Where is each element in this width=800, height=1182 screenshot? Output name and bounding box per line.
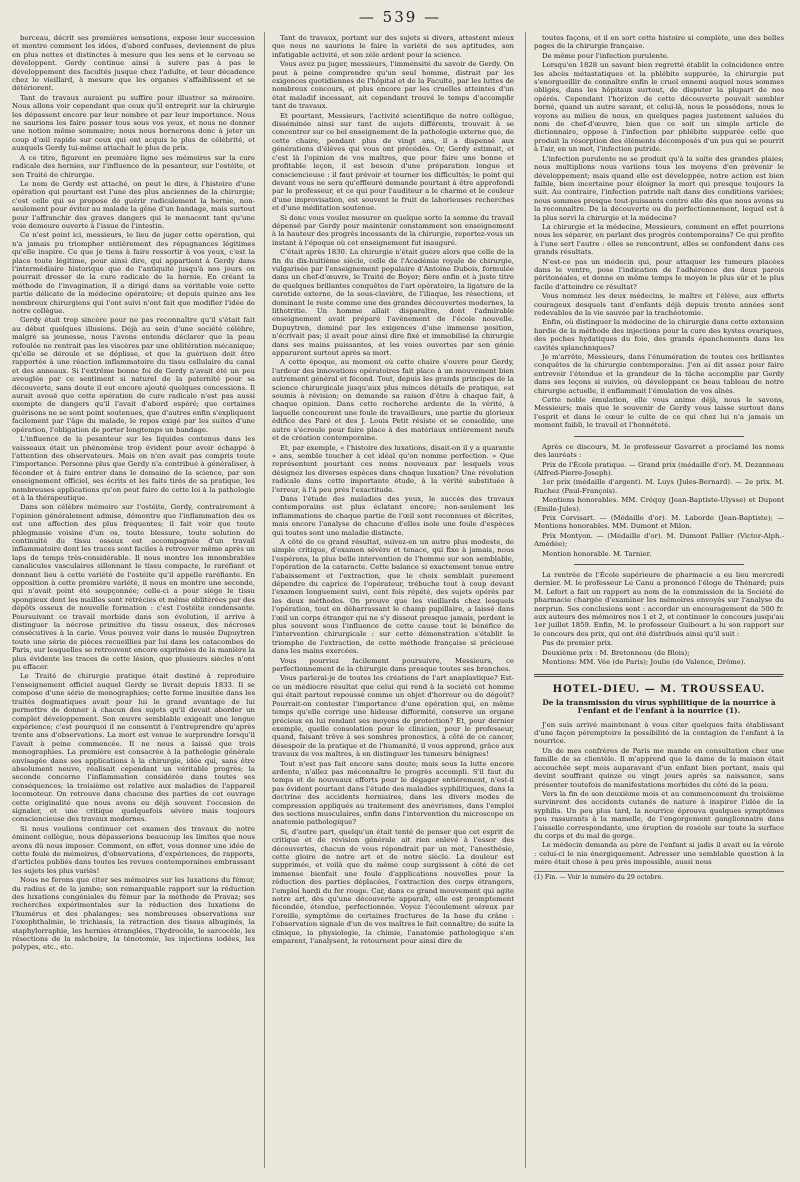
paragraph: Vers la fin de son deuxième mois et au commencement du troisième survinrent des accidents cutanés de nature à inspirer l'idée de la syphilis. Un peu plus tard, la nourrice éprouva quelques symptômes peu rassurants à la mamelle, de l'engorgement ganglionnaire dans l'aisselle correspondante, une éruption de roséole sur toute la surface du corps et du mal de gorge. <box>534 789 784 840</box>
paragraph: N'est-ce pas un médecin qui, pour attaquer les tumeurs placées dans le ventre, pose l'indication de l'adhérence des deux parois péritonéales, et donne en même temps le moyen le plus sûr et le plus facile d'atteindre ce résultat? <box>534 257 784 291</box>
prize-list <box>534 461 784 558</box>
paragraph: De même pour l'infection purulente. <box>542 51 670 60</box>
paragraph: Vous nommez les deux médecins, le maître et l'élève, aux efforts courageux desquels tant d'enfants déjà depuis trente années sont redevables de la vie sauvée par la trachéotomie. <box>534 292 784 317</box>
paragraph: Un de mes confrères de Paris me mande en consultation chez une famille de sa clientèle. Il m'apprend que la dame de la maison était accouchée sept mois auparavant d'un enfant bien portant, mais qui devint souffrant quinze ou vingt jours après sa naissance, sans présenter toutefois de manifestations morbides du côté de la peau. <box>534 746 784 789</box>
paragraph: Le nom de Gerdy est attaché, on peut le dire, à l'histoire d'une opération qui pourtant est l'une des plus anciennes de la chirurgie; c'est celle qui se propose de guérir radicalement la hernie, non-seulement pour éviter au malade la gêne d'un bandage, mais surtout pour l'affranchir des graves dangers qui le menacent tant qu'une voie demeure ouverte à l'issue de l'intestin. <box>12 179 255 230</box>
paragraph: Je m'arrête, Messieurs, dans l'énumération de toutes ces brillantes conquêtes de la chirurgie contemporaine. J'en ai dit assez pour faire entrevoir l'étendue et la grandeur de la tâche accomplie par Gerdy dans ses leçons si suivies, où développant ce beau tableau de notre chirurgie actuelle, il enflammait l'émulation de vos aînés. <box>534 353 784 395</box>
footnote: (1) Fin. — Voir le numéro du 29 octobre. <box>534 871 784 882</box>
paragraph: L'influence de la pesanteur sur les liquides contenus dans les vaisseaux était un phénomène trop évident pour avoir échappé à l'attention des observateurs. Mais on n'en avait pas compris toute l'importance. Personne plus que Gerdy n'a contribué à généraliser, à féconder et à faire entrer dans le domaine de la science, par son enseignement officiel, ses écrits et les faits tirés de sa pratique, les nombreuses applications qu'on peut faire de cette loi à la pathologie et à la thérapeutique. <box>12 435 255 502</box>
paragraph: La chirurgie et la médecine, Messieurs, comment en effet pourrions nous les séparer, en parlant des progrès contemporains? Ce qui profite à l'une sert l'autre : elles se rencontrent, elles se confondent dans ces grands résultats. <box>534 222 784 257</box>
pharmacy-school-report <box>534 571 784 666</box>
paragraph: 1er prix (médaille d'argent). M. Luys (Jules-Bernard). — 2e prix. M. Ruchez (Paul-François). <box>534 478 784 495</box>
paragraph: Enfin, où distinguer la médecine de la chirurgie dans cette extension hardie de la méthode des injections pour la cure des kystes ovariques, des poches hydatiques du foie, des grands épanchements dans les cavités splanchniques? <box>534 318 784 352</box>
paragraph: A côté de ce grand résultat, suivez-en un autre plus modeste, de simple critique, d'examen sévère et tenace, qui fixe à jamais, nous l'espérons, la plus belle intervention de l'homme sur son semblable, l'opération de la cataracte. Cette balance si exactement tenue entre l'abaissement et l'extraction, que le choix semblait purement dépendre du caprice de l'opérateur, trébuche tout à coup devant l'examen longuement suivi, cent fois répété, des sujets opérés par les deux méthodes. On prouve que les vieillards chez lesquels l'opération, tout en débarrassant le champ pupillaire, a laissé dans l'œil un corps étranger qui ne s'y dissout presque jamais, perdent le plus souvent sous l'influence de cette cause tout le bénéfice de l'intervention chirurgicale : sur cette démonstration s'établit le triomphe de l'extraction, de cette méthode française si précieuse dans les mains exercées. <box>272 537 514 656</box>
column-middle <box>272 34 514 1166</box>
paragraph: Dans son célèbre mémoire sur l'ostéite, Gerdy, contrairement à l'opinion généralement admise, démontre que l'inflammation des os est une affection des plus fréquentes; il fait voir que toute phlegmasie voisine d'un os, toute blessure, toute solution de continuité du tissu osseux est accompagnée d'un travail inflammatoire dont les traces sont faciles à retrouver même après un laps de temps très-considérable. Il nous montre les innombrables canalicules vasculaires sillonnant le tissu compacte, le raréfiant et donnant lieu à cette variété de l'ostéite qu'il appelle raréfiante. En opposition à cette première variété, il nous en montre une seconde, qui n'avait point été soupçonnée; celle-ci a pour siège le tissu spongieux dont les mailles sont rétrécies et même oblitérées par des dépôts osseux de nouvelle formation : c'est l'ostéite condensante. Poursuivant ce travail morbide dans son évolution, il arrive à distinguer la nécrose primitive du tissu osseux, des nécroses consécutives à la carie. Vous pouvez voir dans le musée Dupuytren toute une série de pièces recueillies par lui dans les catacombes de Paris, sur lesquelles se retrouvent encore exprimées de la manière la plus évidente les traces de cette lésion, que plusieurs siècles n'ont pu effacer. <box>12 503 255 672</box>
divider <box>574 436 744 437</box>
paragraph: Vous parlerai-je de toutes les créations de l'art anaplastique? Est-ce un médiocre résultat que celui qui rend à la société cet homme qui était partout repoussé comme un objet d'horreur ou de dégoût? Pourrait-on contester l'importance d'une opération qui, en même temps qu'elle corrige une hideuse difformité, conserve un organe précieux en lui rendant ses moyens de protection? Et, pour dernier exemple, quelle consolation pour le clinicien, pour le professeur, quand, faisant trêve à ses sombres pronostics, à côté de ce cancer, désespoir de la pratique et de l'humanité, il vous apprend, grâce aux travaux de vos maîtres, à en distinguer les tumeurs bénignes! <box>272 674 514 759</box>
paragraph: Mentions honorables. MM. Créquy (Jean-Baptiste-Ulysse) et Dupont (Emile-Jules). <box>534 496 784 513</box>
paragraph: Prix Montyon. — (Médaille d'or). M. Dumont Pallier (Victor-Alph.-Amédée); <box>534 531 784 549</box>
paragraph: Prix de l'École pratique. — Grand prix (médaille d'or). M. Dezanneau (Alfred-Pierre-Joseph). <box>534 460 784 477</box>
column-left <box>12 34 255 1166</box>
paragraph: L'infection purulente ne se produit qu'à la suite des grandes plaies; nous multiplions nous variions tous les moyens d'en prévenir le développement; mais quand elle est développée, notre action est bien faible, bien incertaine pour éloigner la mort qui presque toujours la suit. Au contraire, l'infection putride naît dans des conditions variées; nous sommes presque tout-puissants contre elle dès que nous avons su la reconnaître. De la découverte ou du perfectionnement, lequel est à la plus servi la chirurgie et la médecine? <box>534 154 784 222</box>
paragraph: Dans l'étude des maladies des yeux, le succès des travaux contemporains est plus éclatant encore; non-seulement les inflammations de chaque partie de l'œil sont reconnues et décrites, mais encore l'analyse de chacune d'elles isole une foule d'espèces qui toutes sont une maladie distincte. <box>272 494 514 537</box>
paragraph: A ce titre, figurent en première ligne ses mémoires sur la cure radicale des hernies, sur l'influence de la pesanteur, sur l'ostéite, et son Traité de chirurgie. <box>12 153 255 179</box>
paragraph: Vous pourriez facilement poursuivre, Messieurs, ce perfectionnement de la chirurgie dans presque toutes ses branches. <box>272 656 514 674</box>
paragraph: Lorsqu'en 1828 un savant bien regretté établit la coïncidence entre les abcès métastatiques et la phlébite suppurée, la chirurgie put s'enorgueillir de connaître enfin le cruel ennemi auquel nous sommes obligés, dans les hôpitaux surtout, de disputer la plupart de nos opérés. Cependant l'horizon de cette découverte pouvait sembler borné, quand un autre savant, et celui-là, nous le possédons, nous le voyons au milieu de nous, en quelques pages justement saluées du nom de chef-d'œuvre, bien que ce soit un simple article de dictionnaire, oppose à l'infection par phlébite suppurée celle que produit la résorption des éléments décomposés d'un pus qui se pourrit à l'air, en un mot, l'infection putride. <box>534 61 784 154</box>
paragraph: Gerdy était trop sincère pour ne pas reconnaître qu'il s'était fait au début quelques illusions. Déjà au sein d'une société célèbre, malgré sa jeunesse, nous l'avons entendu déclarer que la peau refoulée ne rentrait pas les viscères par une oblitération mécanique; qu'elle se déroule et se déplisse, et que la guérison doit être rapportée à une réaction inflammatoire du tissu cellulaire du canal et des anneaux. Si l'extrême bonne foi de Gerdy n'avait été un peu aveuglée par ce sentiment si naturel de la paternité pour sa découverte, sans doute il eut encore ajouté quelques concessions. Il aurait avoué que cette opération de cure radicale n'est pas aussi exempte de dangers qu'il l'avait d'abord espéré; que certaines guérisons ne se sont point soutenues, que d'autres enfin s'expliquent facilement par l'âge du malade, le repos exigé par les suites d'une opération, l'obligation de porter longtemps un bandage. <box>12 316 255 434</box>
divider <box>574 564 744 565</box>
paragraph: Si nous voulions continuer cet examen des travaux de notre éminent collègue, nous dépasserions beaucoup les limites que nous avons dû nous imposer. Comment, en effet, vous donner une idée de cette foule de mémoires, d'observations, d'expériences, de rapports, d'articles publiés dans toutes les revues contemporaines embrassant les sujets les plus variés! <box>12 824 255 875</box>
paragraph: Et, par exemple, « l'histoire des luxations, disait-on il y a quarante « ans, semble toucher à cet idéal qu'on nomme perfection. » Que représentent pourtant ces noms nouveaux par lesquels vous désignez les diverses espèces dans chaque luxation? Une révolution radicale dans cette importante étude, à la vérité substituée à l'erreur, à l'à peu près l'exactitude. <box>272 443 514 494</box>
paragraph: La rentrée de l'École supérieure de pharmacie a eu lieu mercredi dernier. M. le professeur Le Canu a prononcé l'éloge de Thénard; puis M. Lefort a fait un rapport au nom de la commission de la Société de pharmacie chargée d'examiner les mémoires envoyés sur l'analyse du nerprun. Ses conclusions sont : accorder un encouragement de 500 fr. aux auteurs des mémoires nos 1 et 2, et continuer le concours jusqu'au 1er juillet 1859. Enfin, M. le professeur Guibourt a lu son rapport sur le concours des prix, qui ont été distribués ainsi qu'il suit : <box>534 570 784 638</box>
paragraph: Le Traité de chirurgie pratique était destiné à reproduire l'enseignement officiel auquel Gerdy se livrait depuis 1833. Il se compose d'une série de monographies; cette forme inusitée dans les traités dogmatiques avait pour lui le grand avantage de lui permettre de donner à chacun des sujets qu'il devait aborder un complet développement. Son œuvre semblable exigeait une longue expérience; c'est pourquoi il ne consentit à l'entreprendre qu'après trente ans d'observations. La mort est venue le surprendre lorsqu'il l'avait à peine commencée. Il ne nous a laissé que trois monographies. La première est consacrée à la pathologie générale envisagée dans ses applications à la chirurgie, idée qui, sans être absolument neuve, réalisait cependant un véritable progrès; la seconde concerne l'inflammation considérée dans toutes ses conséquences; la troisième est relative aux maladies de l'appareil locomoteur. On retrouve dans chacune des parties de cet ouvrage cette originalité que nous avons eu déjà souvent l'occasion de signaler, et une critique quelquefois sévère mais toujours consciencieuse des travaux modernes. <box>12 672 255 824</box>
paragraph: Si donc vous voulez mesurer en quelque sorte la somme du travail dépensé par Gerdy pour maintenir constamment son enseignement à la hauteur des progrès incessants de la chirurgie, reportez-vous un instant à l'époque où cet enseignement fut inauguré. <box>272 213 514 247</box>
paragraph: Tant de travaux, portant sur des sujets si divers, attestent mieux que nous ne saurions le faire la variété de ses aptitudes, son infatigable activité, et son zèle ardent pour la science. <box>272 34 514 59</box>
paragraph: berceau, décrit ses premières sensations, expose leur succession et montre comment les idées, d'abord confuses, deviennent de plus en plus nettes et distinctes à mesure que les sens et le cerveau se développent. Gerdy continue ainsi à suivre pas à pas le développement des facultés jusque chez l'adulte, et leur décadence chez le vieillard, à mesure que les organes s'affaiblissent et se détériorent. <box>12 34 255 93</box>
paragraph: A cette époque, au moment où cette chaire s'ouvre pour Gerdy, l'ardeur des innovations opératoires fait place à un mouvement bien autrement général et fécond. Tout, depuis les grands principes de la science chirurgicale jusqu'aux plus minces détails de pratique, est soumis à révision; on demande sa raison d'être à chaque fait, à chaque opinion. Dans cette recherche ardente de la vérité, à laquelle concourent une foule de travailleurs, une partie du glorieux édifice des Paré et des J. Louis Petit résiste et se consolide, une autre s'écroule pour faire place à des matériaux entièrement neufs et de création contemporaine. <box>272 358 514 443</box>
section-divider <box>534 674 784 678</box>
paragraph: J'en suis arrivé maintenant à vous citer quelques faits établissant d'une façon péremptoire la possibilité de la contagion de l'enfant à la nourrice. <box>534 720 784 746</box>
hotel-dieu-article <box>534 721 784 867</box>
paragraph: Mentions: MM. Vée (de Paris); Joulie (de Valence, Drôme). <box>542 658 746 667</box>
column-rule <box>525 32 526 1168</box>
section-heading: HOTEL-DIEU. — M. TROUSSEAU. <box>552 684 766 696</box>
article-subheading: De la transmission du virus syphilitique de la nourrice à l'enfant et de l'enfant à la nourrice (1). <box>542 697 776 716</box>
paragraph: Ce n'est point ici, messieurs, le lieu de juger cette opération, qui n'a jamais pu triompher entièrement des répugnances légitimes qu'elle inspire. Ce que je tiens à faire ressortir à vos yeux, c'est la place toute légitime, pour ainsi dire, qui appartient à Gerdy dans l'intermédiaire historique que de l'antiquité jusqu'à nos jours on pourrait dresser de la cure radicale de la hernie. En créant la méthode de l'invagination, il a dirigé dans sa véritable voie cette partie délicate de la médecine opératoire; et depuis quinze ans les nombreux chirurgiens qui l'ont suivi n'ont fait que modifier l'idée de notre collègue. <box>12 231 255 315</box>
paragraph: Cette noble émulation, elle vous anime déjà, nous le savons, Messieurs; mais que le souvenir de Gerdy vous laisse surtout dans l'esprit et dans le cœur le culte de ce qui chez lui n'a jamais un moment faibli, le travail et l'honnêteté. <box>534 396 784 430</box>
paragraph: Le médecin demanda au père de l'enfant si jadis il avait eu la vérole : celui-ci le nia énergiquement. Adresser une semblable question à la mère était chose à peu près impossible, aussi nous <box>534 841 784 867</box>
paragraph: Mention honorable. M. Tarnier. <box>542 549 652 558</box>
paragraph: Nous ne ferons que citer ses mémoires sur les luxations du fémur, du radius et de la jambe; son remarquable rapport sur la réduction des luxations congéniales du fémur par la méthode de Pravaz; ses recherches expérimentales sur la réduction des luxations de l'humérus et des phalanges; ses nombreuses observations sur l'exophthalmie, le trichiasis, la rétraction des tissus albuginés, la staphylorraphie, les hernies étranglées, l'hydrocèle, le sarcocèle, les résections de la mâchoire, la ténotomie, les injections iodées, les polypes, etc., etc. <box>12 876 255 952</box>
paragraph: Deuxième prix : M. Bretonneau (de Blois); <box>542 648 690 657</box>
paragraph: Tout n'est pas fait encore sans doute; mais sous la lutte encore ardente, n'allez pas méconnaître le progrès accompli. S'il faut du temps et de nouveaux efforts pour le dégager entièrement, n'est-il pas évident pourtant dans l'étude des maladies syphilitiques, dans la doctrine des accidents herniaires, dans les divers modes de compression appliqués au traitement des anévrismes, dans l'emploi des sections musculaires, enfin dans l'intervention du microscope en anatomie pathologique? <box>272 759 514 827</box>
paragraph: C'était après 1830. La chirurgie n'était guère alors que celle de la fin du dix-huitième siècle, celle de l'Académie royale de chirurgie, vulgarisée par l'enseignement populaire d'Antoine Dubois, formulée dans un chef-d'œuvre, le Traité de Boyer; fière enfin et à juste titre de quelques brillantes conquêtes de l'art opératoire, la ligature de la carotide externe, de la sous-clavière, de l'iliaque, les résections, et dominant le reste comme une des grandes découvertes modernes, la lithotritie. Un homme allait disparaître, dont l'admirable enseignement avait préparé l'avènement de l'école nouvelle. Dupuytren, dominé par les exigences d'une immense position, n'écrivait pas; il avait pour ainsi dire fixé et immobilisé la chirurgie dans ses mains puissantes, et les voies ouvertes par son génie apparurent surtout après sa mort. <box>272 248 514 358</box>
prizes-intro: Après ce discours, M. le professeur Gavarret a proclamé les noms des lauréats : <box>534 442 784 460</box>
paragraph: Pas de premier prix. <box>542 639 613 648</box>
column-right <box>534 34 784 1174</box>
paragraph: Tant de travaux auraient pu suffire pour illustrer sa mémoire. Nous allons voir cependant que ceux qu'il entreprit sur la chirurgie les dépassent encore par leur nombre et par leur importance. Nous ne saurions les faire passer tous sous vos yeux, et nous ne donner une notion même sommaire; nous nous bornerons donc à jeter un coup d'œil rapide sur ceux qui ont acquis le plus de célébrité, et auxquels Gerdy lui-même attachait le plus de prix. <box>12 93 255 153</box>
paragraph: Et pourtant, Messieurs, l'activité scientifique de notre collègue, disséminée ainsi sur tant de sujets différents, trouvait à se concentrer sur ce bel enseignement de la pathologie externe que, de cette chaire, pendant plus de vingt ans, il a dispensé aux générations d'élèves qui vous ont précédés. Or, Gerdy estimait, et c'est là l'opinion de vos maîtres, que pour faire une bonne et profitable leçon, il est besoin d'une préparation longue et consciencieuse : il faut prévoir et tourner les difficultés; le point qui devant vous ne sera qu'effleuré demande pourtant à être approfondi par le professeur, et ce qui pour l'auditeur a le charme et le couleur d'une improvisation, est souvent le fruit de laborieuses recherches et d'une méditation soutenue. <box>272 111 514 213</box>
paragraph: Si, d'autre part, quelqu'un était tenté de penser que cet esprit de critique et de révision générale ait rien enlevé à l'essor des découvertes, chacun de vous répondrait par un mot, l'anesthésie, cette gloire de notre art et de notre siècle. La douleur est supprimée, et voilà que du même coup surgissent à côté de cet immense bienfait une foule d'applications nouvelles pour la réduction des parties déplacées, l'extraction des corps étrangers, l'emploi hardi du fer rouge. Car, dans ce grand mouvement qui agite notre art, dès qu'une découverte apparaît, elle est promptement fécondée, étendue, perfectionnée. Voyez l'écoulement séreux par l'oreille, symptôme de certaines fractures de la base du crâne : l'observation signale d'un de vos maîtres le fait connaître; de suite la clinique, la physiologie, la chimie, l'anatomie pathologique s'en emparent, l'analysent, le retournent pour ainsi dire de <box>272 827 514 946</box>
eulogy-conclusion <box>534 34 784 430</box>
paragraph: Prix Corvisart. — (Médaille d'or). M. Laborde (Jean-Baptiste); — Mentions honorables. MM. Dumont et Milon. <box>534 513 784 531</box>
page-number: — 539 — <box>358 8 442 26</box>
paragraph: Vous avez pu juger, messieurs, l'immensité du savoir de Gerdy. On peut à peine comprendre qu'un seul homme, distrait par les exigences quotidiennes de l'hôpital et de la Faculté, par les luttes de nombreux concours, et plus encore par les cruelles atteintes d'un état maladif incessant, ait cependant trouvé le temps d'accomplir tant de travaux. <box>272 60 514 111</box>
column-rule <box>264 32 265 1168</box>
paragraph: toutes façons, et il en sort cette histoire si complète, une des belles pages de la chirurgie française. <box>534 34 784 51</box>
